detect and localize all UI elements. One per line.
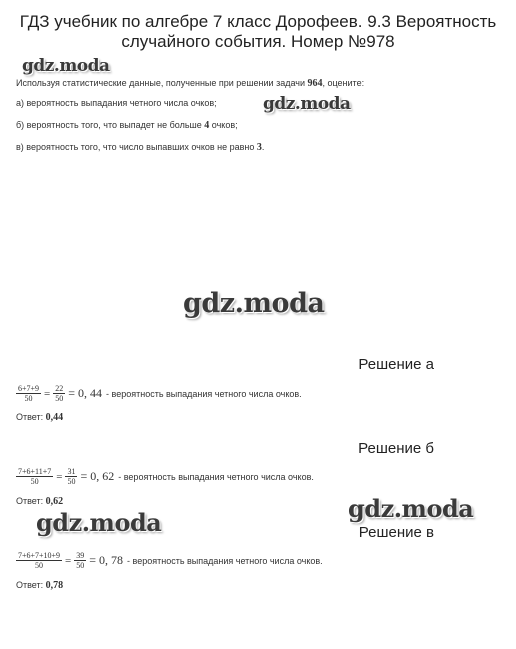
solution-c-fraction-2: [74, 551, 86, 570]
equals-sign: =: [44, 387, 51, 400]
task-intro: [16, 78, 364, 89]
solution-c-answer: [16, 580, 63, 591]
solution-c-fraction-1: [16, 551, 62, 570]
solution-b-formula: [16, 467, 314, 486]
task-item-b-number: 4: [204, 120, 210, 131]
solution-b-result: = 0, 62: [80, 469, 115, 483]
fraction-denominator: 50: [30, 477, 39, 486]
solution-a-description: - вероятность выпадания четного числа очков.: [106, 388, 302, 399]
task-item-c: [16, 142, 264, 153]
task-item-a: а) вероятность выпадания четного числа очков;: [16, 98, 217, 108]
solution-a-heading: Решение а: [358, 356, 434, 373]
solution-b-fraction-1: [16, 467, 53, 486]
task-item-c-tail: .: [261, 142, 265, 152]
task-item-c-text: в) вероятность того, что число выпавших очков не равно: [16, 142, 257, 152]
solution-b-heading: Решение б: [358, 440, 434, 457]
page-title: [0, 12, 516, 52]
page-title-line-1: ГДЗ учебник по алгебре 7 класс Дорофеев. 9.3 Вероятность: [19, 12, 497, 31]
solution-a-fraction-1: [16, 384, 41, 403]
fraction-denominator: 50: [55, 394, 64, 403]
solution-c-formula: [16, 551, 323, 570]
solution-c-heading: Решение в: [358, 524, 434, 541]
fraction-denominator: 50: [76, 561, 85, 570]
fraction-denominator: 50: [67, 477, 76, 486]
equals-sign: =: [65, 554, 72, 567]
solution-a-formula: [16, 384, 302, 403]
task-intro-tail: , оцените:: [322, 78, 365, 88]
equals-sign: =: [56, 470, 63, 483]
answer-value: 0,44: [45, 412, 64, 423]
task-item-b: [16, 120, 238, 131]
task-item-c-number: 3: [256, 142, 262, 153]
fraction-numerator: 6+7+9: [18, 384, 40, 393]
fraction-numerator: 7+6+7+10+9: [18, 551, 61, 560]
page-title-line-2: случайного события. Номер №978: [121, 32, 395, 51]
watermark-logo: gdz.moda: [348, 494, 474, 523]
fraction-numerator: 7+6+11+7: [18, 467, 52, 476]
solution-b-fraction-2: [65, 467, 77, 486]
answer-value: 0,62: [45, 496, 64, 507]
watermark-logo: gdz.moda: [263, 94, 351, 114]
fraction-numerator: 22: [55, 384, 64, 393]
fraction-denominator: 50: [35, 561, 44, 570]
task-intro-number: 964: [307, 78, 323, 89]
solution-a-result: = 0, 44: [68, 386, 103, 400]
solution-b-description: - вероятность выпадания четного числа очков.: [118, 471, 314, 482]
watermark-logo: gdz.moda: [36, 508, 162, 537]
solution-a-answer: [16, 412, 63, 423]
solution-c-description: - вероятность выпадания четного числа очков.: [127, 555, 323, 566]
task-item-b-text: б) вероятность того, что выпадет не больше: [16, 120, 205, 130]
watermark-logo: gdz.moda: [183, 288, 325, 319]
fraction-numerator: 39: [76, 551, 85, 560]
watermark-logo: gdz.moda: [22, 56, 110, 76]
answer-label: Ответ:: [16, 412, 46, 422]
answer-label: Ответ:: [16, 496, 46, 506]
fraction-numerator: 31: [67, 467, 76, 476]
fraction-denominator: 50: [24, 394, 33, 403]
solution-a-fraction-2: [53, 384, 65, 403]
task-intro-text: Используя статистические данные, полученные при решении задачи: [16, 78, 308, 88]
solution-b-answer: [16, 496, 63, 507]
task-item-b-tail: очков;: [209, 120, 238, 130]
answer-value: 0,78: [45, 580, 64, 591]
answer-label: Ответ:: [16, 580, 46, 590]
solution-c-result: = 0, 78: [89, 553, 124, 567]
